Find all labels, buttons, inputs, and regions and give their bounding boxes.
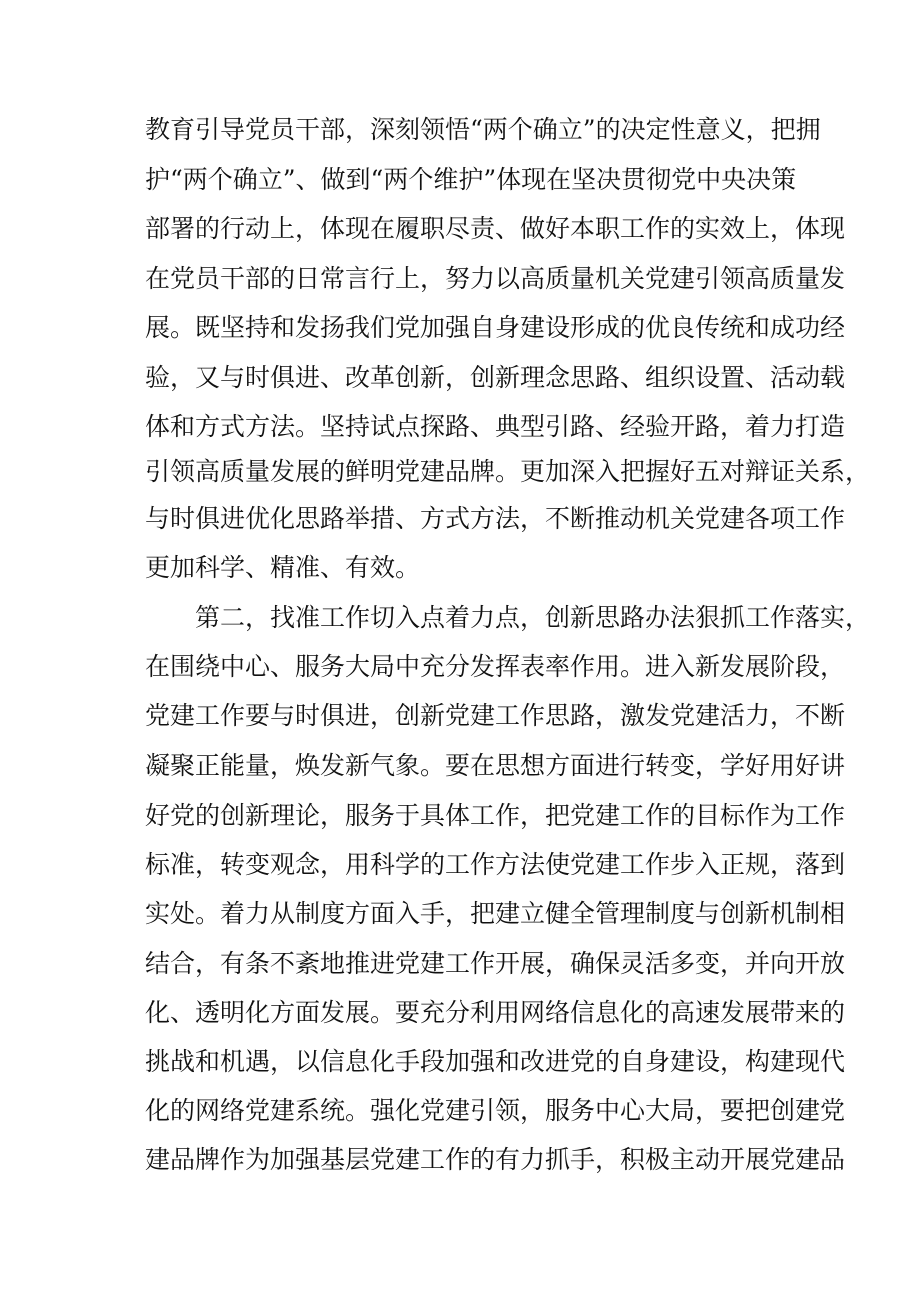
text-line: 好党的创新理论，服务于具体工作，把党建工作的目标作为工作 — [145, 801, 846, 830]
text-line: 部署的行动上，体现在履职尽责、做好本职工作的实效上，体现 — [145, 214, 846, 243]
text-line: 凝聚正能量，焕发新气象。要在思想方面进行转变，学好用好讲 — [145, 751, 846, 780]
text-line: 教育引导党员干部，深刻领悟“两个确立”的决定性意义，把拥 — [145, 115, 821, 144]
text-line: 展。既坚持和发扬我们党加强自身建设形成的优良传统和成功经 — [145, 313, 846, 342]
text-line: 实处。着力从制度方面入手，把建立健全管理制度与创新机制相 — [145, 899, 846, 928]
text-line: 化的网络党建系统。强化党建引领，服务中心大局，要把创建党 — [145, 1096, 846, 1125]
text-line: 挑战和机遇，以信息化手段加强和改进党的自身建设，构建现代 — [145, 1047, 846, 1076]
text-line: 标准，转变观念，用科学的工作方法使党建工作步入正规，落到 — [145, 850, 846, 879]
text-line: 与时俱进优化思路举措、方式方法，不断推动机关党建各项工作 — [145, 504, 846, 533]
text-line: 结合，有条不紊地推进党建工作开展，确保灵活多变，并向开放 — [145, 949, 846, 978]
text-line: 引领高质量发展的鲜明党建品牌。更加深入把握好五对辩证关系， — [145, 457, 871, 486]
text-line: 验，又与时俱进、改革创新，创新理念思路、组织设置、活动载 — [145, 363, 846, 392]
text-line: 更加科学、精准、有效。 — [145, 553, 421, 582]
text-line: 在党员干部的日常言行上，努力以高质量机关党建引领高质量发 — [145, 264, 846, 293]
text-line: 在围绕中心、服务大局中充分发挥表率作用。进入新发展阶段， — [145, 652, 846, 681]
text-line: 化、透明化方面发展。要充分利用网络信息化的高速发展带来的 — [145, 998, 846, 1027]
text-line: 党建工作要与时俱进，创新党建工作思路，激发党建活力，不断 — [145, 701, 846, 730]
text-line: 护“两个确立”、做到“两个维护”体现在坚决贯彻党中央决策 — [145, 165, 797, 194]
text-line: 建品牌作为加强基层党建工作的有力抓手，积极主动开展党建品 — [145, 1145, 846, 1174]
paragraph-start-line: 第二，找准工作切入点着力点，创新思路办法狠抓工作落实， — [145, 603, 871, 632]
text-line: 体和方式方法。坚持试点探路、典型引路、经验开路，着力打造 — [145, 412, 846, 441]
